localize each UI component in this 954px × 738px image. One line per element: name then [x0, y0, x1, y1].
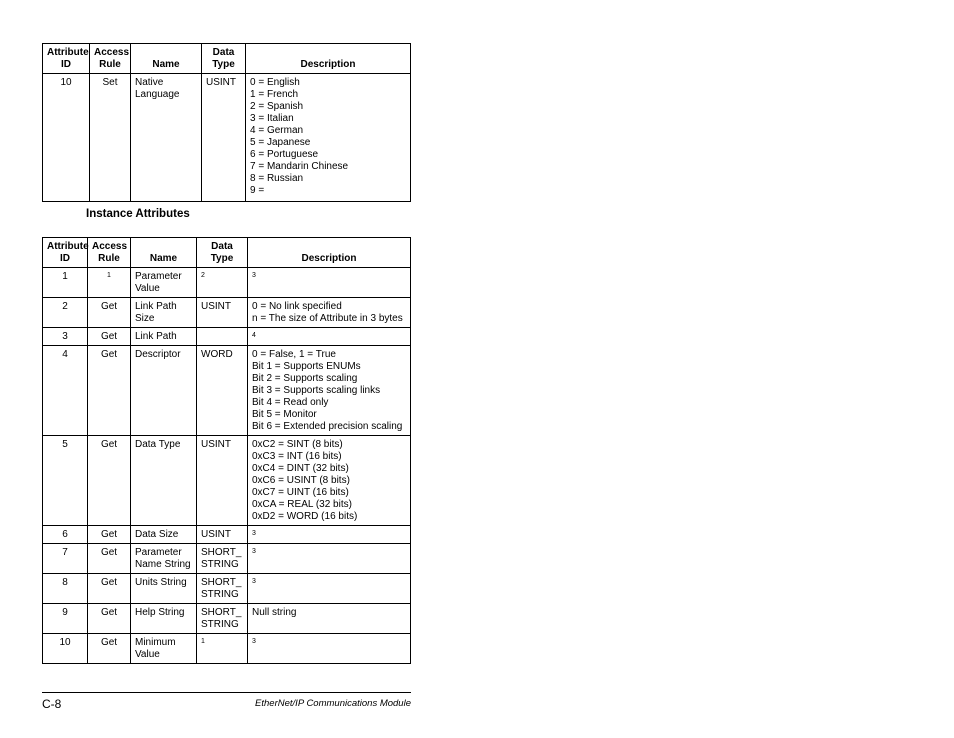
- table-row: [43, 604, 411, 634]
- cell-access-rule: Get: [88, 604, 131, 634]
- table-row: [43, 328, 411, 346]
- cell-description: 0 = English 1 = French 2 = Spanish 3 = Italian 4 = German 5 = Japanese 6 = Portuguese 7 = Mandarin Chinese 8 = Russian 9 =: [246, 74, 411, 202]
- header-access-rule: Access Rule: [88, 238, 131, 268]
- cell-data-type: USINT: [197, 526, 248, 544]
- cell-data-type: [197, 328, 248, 346]
- table-header-row: [43, 44, 411, 74]
- cell-name: Link Path Size: [131, 298, 197, 328]
- cell-data-type: WORD: [197, 346, 248, 436]
- cell-name: Help String: [131, 604, 197, 634]
- cell-name: Parameter Value: [131, 268, 197, 298]
- cell-attribute-id: 2: [43, 298, 88, 328]
- cell-data-type: USINT: [202, 74, 246, 202]
- cell-name: Link Path: [131, 328, 197, 346]
- cell-access-rule: Get: [88, 574, 131, 604]
- table-row: [43, 436, 411, 526]
- cell-attribute-id: 1: [43, 268, 88, 298]
- header-description: Description: [246, 44, 411, 74]
- cell-access-rule: Get: [88, 526, 131, 544]
- cell-description: 3: [248, 268, 411, 298]
- page-number: C-8: [42, 697, 62, 711]
- cell-access-rule: Set: [90, 74, 131, 202]
- cell-description: 4: [248, 328, 411, 346]
- table-row: [43, 526, 411, 544]
- cell-data-type: SHORT_ STRING: [197, 544, 248, 574]
- cell-attribute-id: 9: [43, 604, 88, 634]
- table-row: [43, 74, 411, 202]
- table-row: [43, 574, 411, 604]
- cell-description: 3: [248, 526, 411, 544]
- header-attribute-id: Attribute ID: [43, 238, 88, 268]
- cell-data-type: SHORT_ STRING: [197, 604, 248, 634]
- footer-divider: [42, 692, 411, 693]
- cell-attribute-id: 7: [43, 544, 88, 574]
- cell-attribute-id: 8: [43, 574, 88, 604]
- cell-attribute-id: 3: [43, 328, 88, 346]
- cell-attribute-id: 10: [43, 74, 90, 202]
- cell-attribute-id: 10: [43, 634, 88, 664]
- cell-description: 0 = No link specified n = The size of Attribute in 3 bytes: [248, 298, 411, 328]
- instance-attributes-table: [42, 237, 411, 664]
- cell-data-type: SHORT_ STRING: [197, 574, 248, 604]
- cell-description: 3: [248, 634, 411, 664]
- cell-access-rule: Get: [88, 544, 131, 574]
- header-data-type: Data Type: [202, 44, 246, 74]
- cell-name: Data Size: [131, 526, 197, 544]
- class-attributes-table: [42, 43, 411, 202]
- header-description: Description: [248, 238, 411, 268]
- cell-access-rule: Get: [88, 634, 131, 664]
- header-attribute-id: Attribute ID: [43, 44, 90, 74]
- cell-description: 0xC2 = SINT (8 bits) 0xC3 = INT (16 bits) 0xC4 = DINT (32 bits) 0xC6 = USINT (8 bits) 0xC7 = UINT (16 bits) 0xCA = REAL (32 bits) 0xD2 = WORD (16 bits): [248, 436, 411, 526]
- cell-access-rule: Get: [88, 328, 131, 346]
- cell-name: Native Language: [131, 74, 202, 202]
- cell-access-rule: Get: [88, 298, 131, 328]
- cell-attribute-id: 4: [43, 346, 88, 436]
- cell-data-type: USINT: [197, 436, 248, 526]
- table-header-row: [43, 238, 411, 268]
- table-row: [43, 634, 411, 664]
- cell-attribute-id: 5: [43, 436, 88, 526]
- header-name: Name: [131, 44, 202, 74]
- header-data-type: Data Type: [197, 238, 248, 268]
- table-row: [43, 268, 411, 298]
- cell-name: Descriptor: [131, 346, 197, 436]
- cell-description: Null string: [248, 604, 411, 634]
- cell-attribute-id: 6: [43, 526, 88, 544]
- document-title: EtherNet/IP Communications Module: [255, 698, 411, 709]
- cell-name: Parameter Name String: [131, 544, 197, 574]
- cell-access-rule: 1: [88, 268, 131, 298]
- cell-name: Minimum Value: [131, 634, 197, 664]
- cell-data-type: 1: [197, 634, 248, 664]
- cell-data-type: USINT: [197, 298, 248, 328]
- table-row: [43, 298, 411, 328]
- cell-name: Data Type: [131, 436, 197, 526]
- table-row: [43, 544, 411, 574]
- cell-description: 3: [248, 544, 411, 574]
- section-heading: Instance Attributes: [86, 208, 190, 220]
- cell-name: Units String: [131, 574, 197, 604]
- header-access-rule: Access Rule: [90, 44, 131, 74]
- table-row: [43, 346, 411, 436]
- header-name: Name: [131, 238, 197, 268]
- cell-description: 0 = False, 1 = True Bit 1 = Supports ENUMs Bit 2 = Supports scaling Bit 3 = Supports scaling links Bit 4 = Read only Bit 5 = Monitor Bit 6 = Extended precision scaling: [248, 346, 411, 436]
- cell-access-rule: Get: [88, 346, 131, 436]
- cell-description: 3: [248, 574, 411, 604]
- cell-data-type: 2: [197, 268, 248, 298]
- cell-access-rule: Get: [88, 436, 131, 526]
